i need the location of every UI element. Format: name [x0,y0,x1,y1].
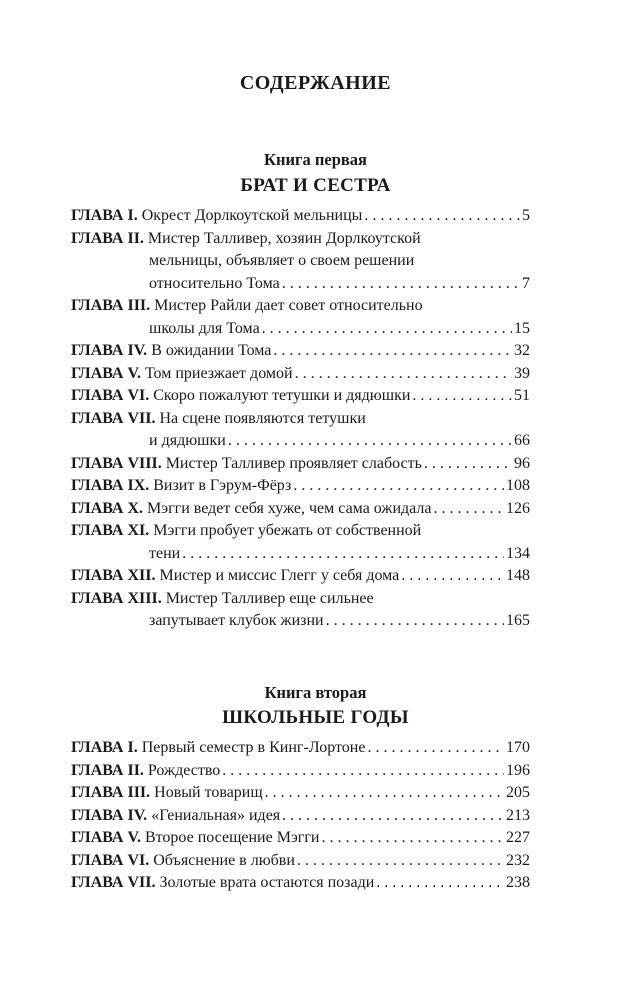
chapter-number: ГЛАВА X. [71,499,144,517]
chapter-title-line: Мистер Талливер проявляет слабость [165,454,422,472]
chapter-title-line: Мистер и миссис Глегг у себя дома [159,567,400,584]
chapter-title-line: Мистер Талливер, хозяин Дорлкоутской [147,229,421,247]
book-2-name: ШКОЛЬНЫЕ ГОДЫ [222,707,409,728]
toc-entry [71,565,530,588]
chapter-number: ГЛАВА III. [71,784,151,801]
page-number: 134 [506,544,530,562]
page-number: 32 [514,342,530,359]
dot-leader [262,318,512,341]
dot-leader [265,782,504,805]
chapter-number: ГЛАВА VII. [71,409,156,427]
page-number: 96 [514,454,530,472]
toc-entry [71,520,530,565]
page-number: 238 [506,874,530,891]
toc-entry [71,737,530,760]
chapter-title-line: Рождество [147,761,221,779]
chapter-title-line: Первый семестр в Кинг-Лортоне [141,739,366,756]
chapter-title-line: Скоро пожалуют тетушки и дядюшки [153,387,411,404]
page-number: 15 [514,319,530,337]
page-number: 66 [514,432,530,449]
page-number: 148 [506,567,530,584]
dot-leader [222,760,504,783]
dot-leader [295,363,512,386]
book-1-label: Книга первая [264,150,367,169]
toc-entry [71,475,530,498]
toc-entry [71,805,530,828]
chapter-title-line: Новый товарищ [154,784,263,801]
chapter-title-line: На сцене появляются тетушки [159,409,366,427]
chapter-number: ГЛАВА IV. [71,806,148,824]
toc-entry [71,453,530,476]
chapter-number: ГЛАВА II. [71,229,144,247]
chapter-title-line: Второе посещение Мэгги [144,829,320,846]
chapter-number: ГЛАВА VI. [71,387,150,404]
page-number: 227 [506,829,530,846]
dot-leader [376,872,504,895]
toc-entry [71,295,530,340]
page-number: 51 [514,387,530,404]
dot-leader [322,827,505,850]
toc-entry [71,408,530,453]
chapter-number: ГЛАВА II. [71,761,144,779]
book-1-name: БРАТ И СЕСТРА [240,175,391,196]
toc-entry [71,872,530,895]
dot-leader [273,340,512,363]
chapter-title-line: школы для Тома [149,319,260,337]
chapter-number: ГЛАВА V. [71,364,141,382]
chapter-number: ГЛАВА VII. [71,874,156,891]
page-number: 196 [506,761,530,779]
chapter-title-line: и дядюшки [149,432,226,449]
book-2-label: Книга вторая [264,683,367,702]
dot-leader [293,475,504,498]
toc-entry [71,340,530,363]
chapter-number: ГЛАВА XI. [71,522,150,539]
chapter-title-line: запутывает клубок жизни [149,612,324,629]
page-number: 5 [522,207,530,224]
page-number: 39 [514,364,530,382]
book-2-chapter-list [71,737,530,895]
chapter-title-line: Объяснение в любви [153,851,295,869]
page-number: 7 [522,274,530,292]
dot-leader [412,385,512,408]
chapter-title-line: Визит в Гэрум-Фёрз [153,477,292,494]
toc-entry [71,588,530,633]
chapter-number: ГЛАВА XIII. [71,589,162,607]
chapter-number: ГЛАВА VI. [71,851,150,869]
toc-entry [71,782,530,805]
chapter-title-line: Мистер Талливер еще сильнее [165,589,374,607]
dot-leader [424,453,512,476]
chapter-title-line: Мэгги ведет себя хуже, чем сама ожидала [147,499,432,517]
dot-leader [282,273,520,296]
chapter-number: ГЛАВА I. [71,739,138,756]
chapter-number: ГЛАВА VIII. [71,454,162,472]
page-number: 108 [506,477,530,494]
dot-leader [297,850,504,873]
toc-entry [71,498,530,521]
page-number: 232 [506,851,530,869]
chapter-title-line: тени [149,544,181,562]
dot-leader [433,498,504,521]
dot-leader [282,805,504,828]
page-number: 205 [506,784,530,801]
toc-entry [71,827,530,850]
dot-leader [326,610,504,633]
chapter-title-line: Мэгги пробует убежать от собственной [153,522,422,539]
chapter-title-line: мельницы, объявляет о своем решении [149,252,415,269]
chapter-number: ГЛАВА I. [71,207,138,224]
chapter-number: ГЛАВА III. [71,297,151,314]
dot-leader [364,205,520,228]
toc-entry [71,760,530,783]
chapter-title-line: Том приезжает домой [144,364,293,382]
toc-entry [71,205,530,228]
dot-leader [228,430,512,453]
page-number: 170 [506,739,530,756]
toc-entry [71,363,530,386]
page-title: СОДЕРЖАНИЕ [239,72,392,94]
chapter-title-line: «Гениальная» идея [151,806,281,824]
chapter-number: ГЛАВА IX. [71,477,150,494]
page-number: 165 [506,612,530,629]
toc-entry [71,385,530,408]
toc-entry [71,228,530,296]
page-number: 126 [506,499,530,517]
chapter-title-line: относительно Тома [149,274,280,292]
chapter-title-line: Окрест Дорлкоутской мельницы [141,207,363,224]
toc-entry [71,850,530,873]
dot-leader [182,543,504,566]
dot-leader [401,565,504,588]
chapter-title-line: Мистер Райли дает совет относительно [154,297,423,314]
chapter-number: ГЛАВА IV. [71,342,148,359]
book-1-chapter-list [71,205,530,633]
page-number: 213 [506,806,530,824]
chapter-title-line: Золотые врата остаются позади [159,874,375,891]
chapter-number: ГЛАВА XII. [71,567,156,584]
chapter-number: ГЛАВА V. [71,829,141,846]
dot-leader [367,737,504,760]
chapter-title-line: В ожидании Тома [151,342,272,359]
